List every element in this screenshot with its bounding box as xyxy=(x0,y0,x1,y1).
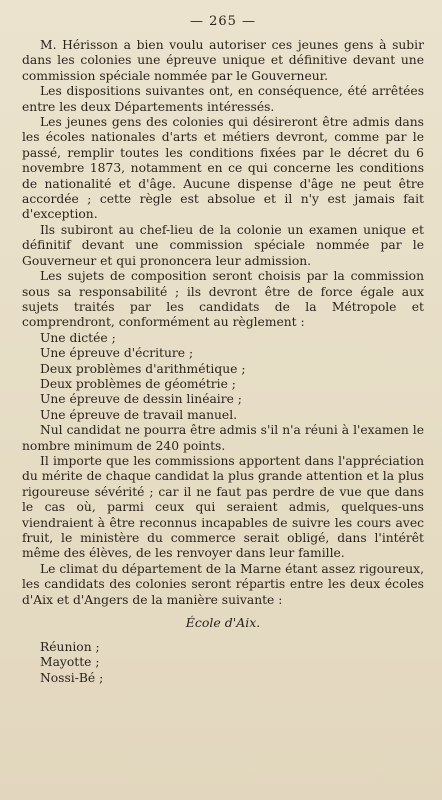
list-item: Réunion ; xyxy=(40,640,100,655)
list-item: Une épreuve de travail manuel. xyxy=(40,407,238,422)
paragraph: Ils subiront au chef-lieu de la colonie un examen unique et définitif devant une commission spéciale nommée par le Gouverneur et qui prononcera leur admission. xyxy=(22,222,424,268)
colony-list xyxy=(22,640,424,686)
paragraph: Il importe que les commissions apportent dans l'appréciation du mérite de chaque candidat la plus grande attention et la plus rigoureuse sévérité ; car il ne faut pas perdre de vue que dans le cas où, parmi ceux qui seraient admis, quelques-uns viendraient à être reconnus incapables de suivre les cours avec fruit, le ministère du commerce serait obligé, dans l'intérêt même des élèves, de les renvoyer dans leur famille. xyxy=(22,453,424,561)
list-item: Une dictée ; xyxy=(40,330,116,345)
paragraph: Les sujets de composition seront choisis par la commission sous sa responsabilité ; ils devront être de force égale aux sujets traités par les candidats de la Métropole et comprendront, conformément au règlement : xyxy=(22,269,424,330)
paragraph: M. Hérisson a bien voulu autoriser ces jeunes gens à subir dans les colonies une épreuve unique et définitive devant une commission spéciale nommée par le Gouverneur. xyxy=(22,38,424,83)
list-item: Une épreuve d'écriture ; xyxy=(40,346,194,361)
section-heading: École d'Aix. xyxy=(185,615,261,631)
list-item: Une épreuve de dessin linéaire ; xyxy=(40,392,242,407)
list-item: Nossi-Bé ; xyxy=(40,670,104,685)
list-item: Deux problèmes de géométrie ; xyxy=(40,376,236,391)
list-item: Deux problèmes d'arithmétique ; xyxy=(40,361,246,376)
paragraph: Les jeunes gens des colonies qui désireront être admis dans les écoles nationales d'arts et métiers devront, comme par le passé, remplir toutes les conditions fixées par le décret du 6 novembre 1873, notamment en ce qui concerne les conditions de nationalité et d'âge. Aucune dispense d'âge ne peut être accordée ; cette règle est absolue et il n'y est jamais fait d'exception. xyxy=(22,115,424,222)
paragraph: Les dispositions suivantes ont, en conséquence, été arrêtées entre les deux Départements intéressés. xyxy=(22,84,424,114)
page-number: — 265 — xyxy=(189,14,257,29)
list-item: Mayotte ; xyxy=(40,655,100,670)
exam-list xyxy=(22,331,424,423)
paragraph: Nul candidat ne pourra être admis s'il n'a réuni à l'examen le nombre minimum de 240 points. xyxy=(22,423,424,453)
paragraph: Le climat du département de la Marne étant assez rigoureux, les candidats des colonies seront répartis entre les deux écoles d'Aix et d'Angers de la manière suivante : xyxy=(22,561,424,607)
